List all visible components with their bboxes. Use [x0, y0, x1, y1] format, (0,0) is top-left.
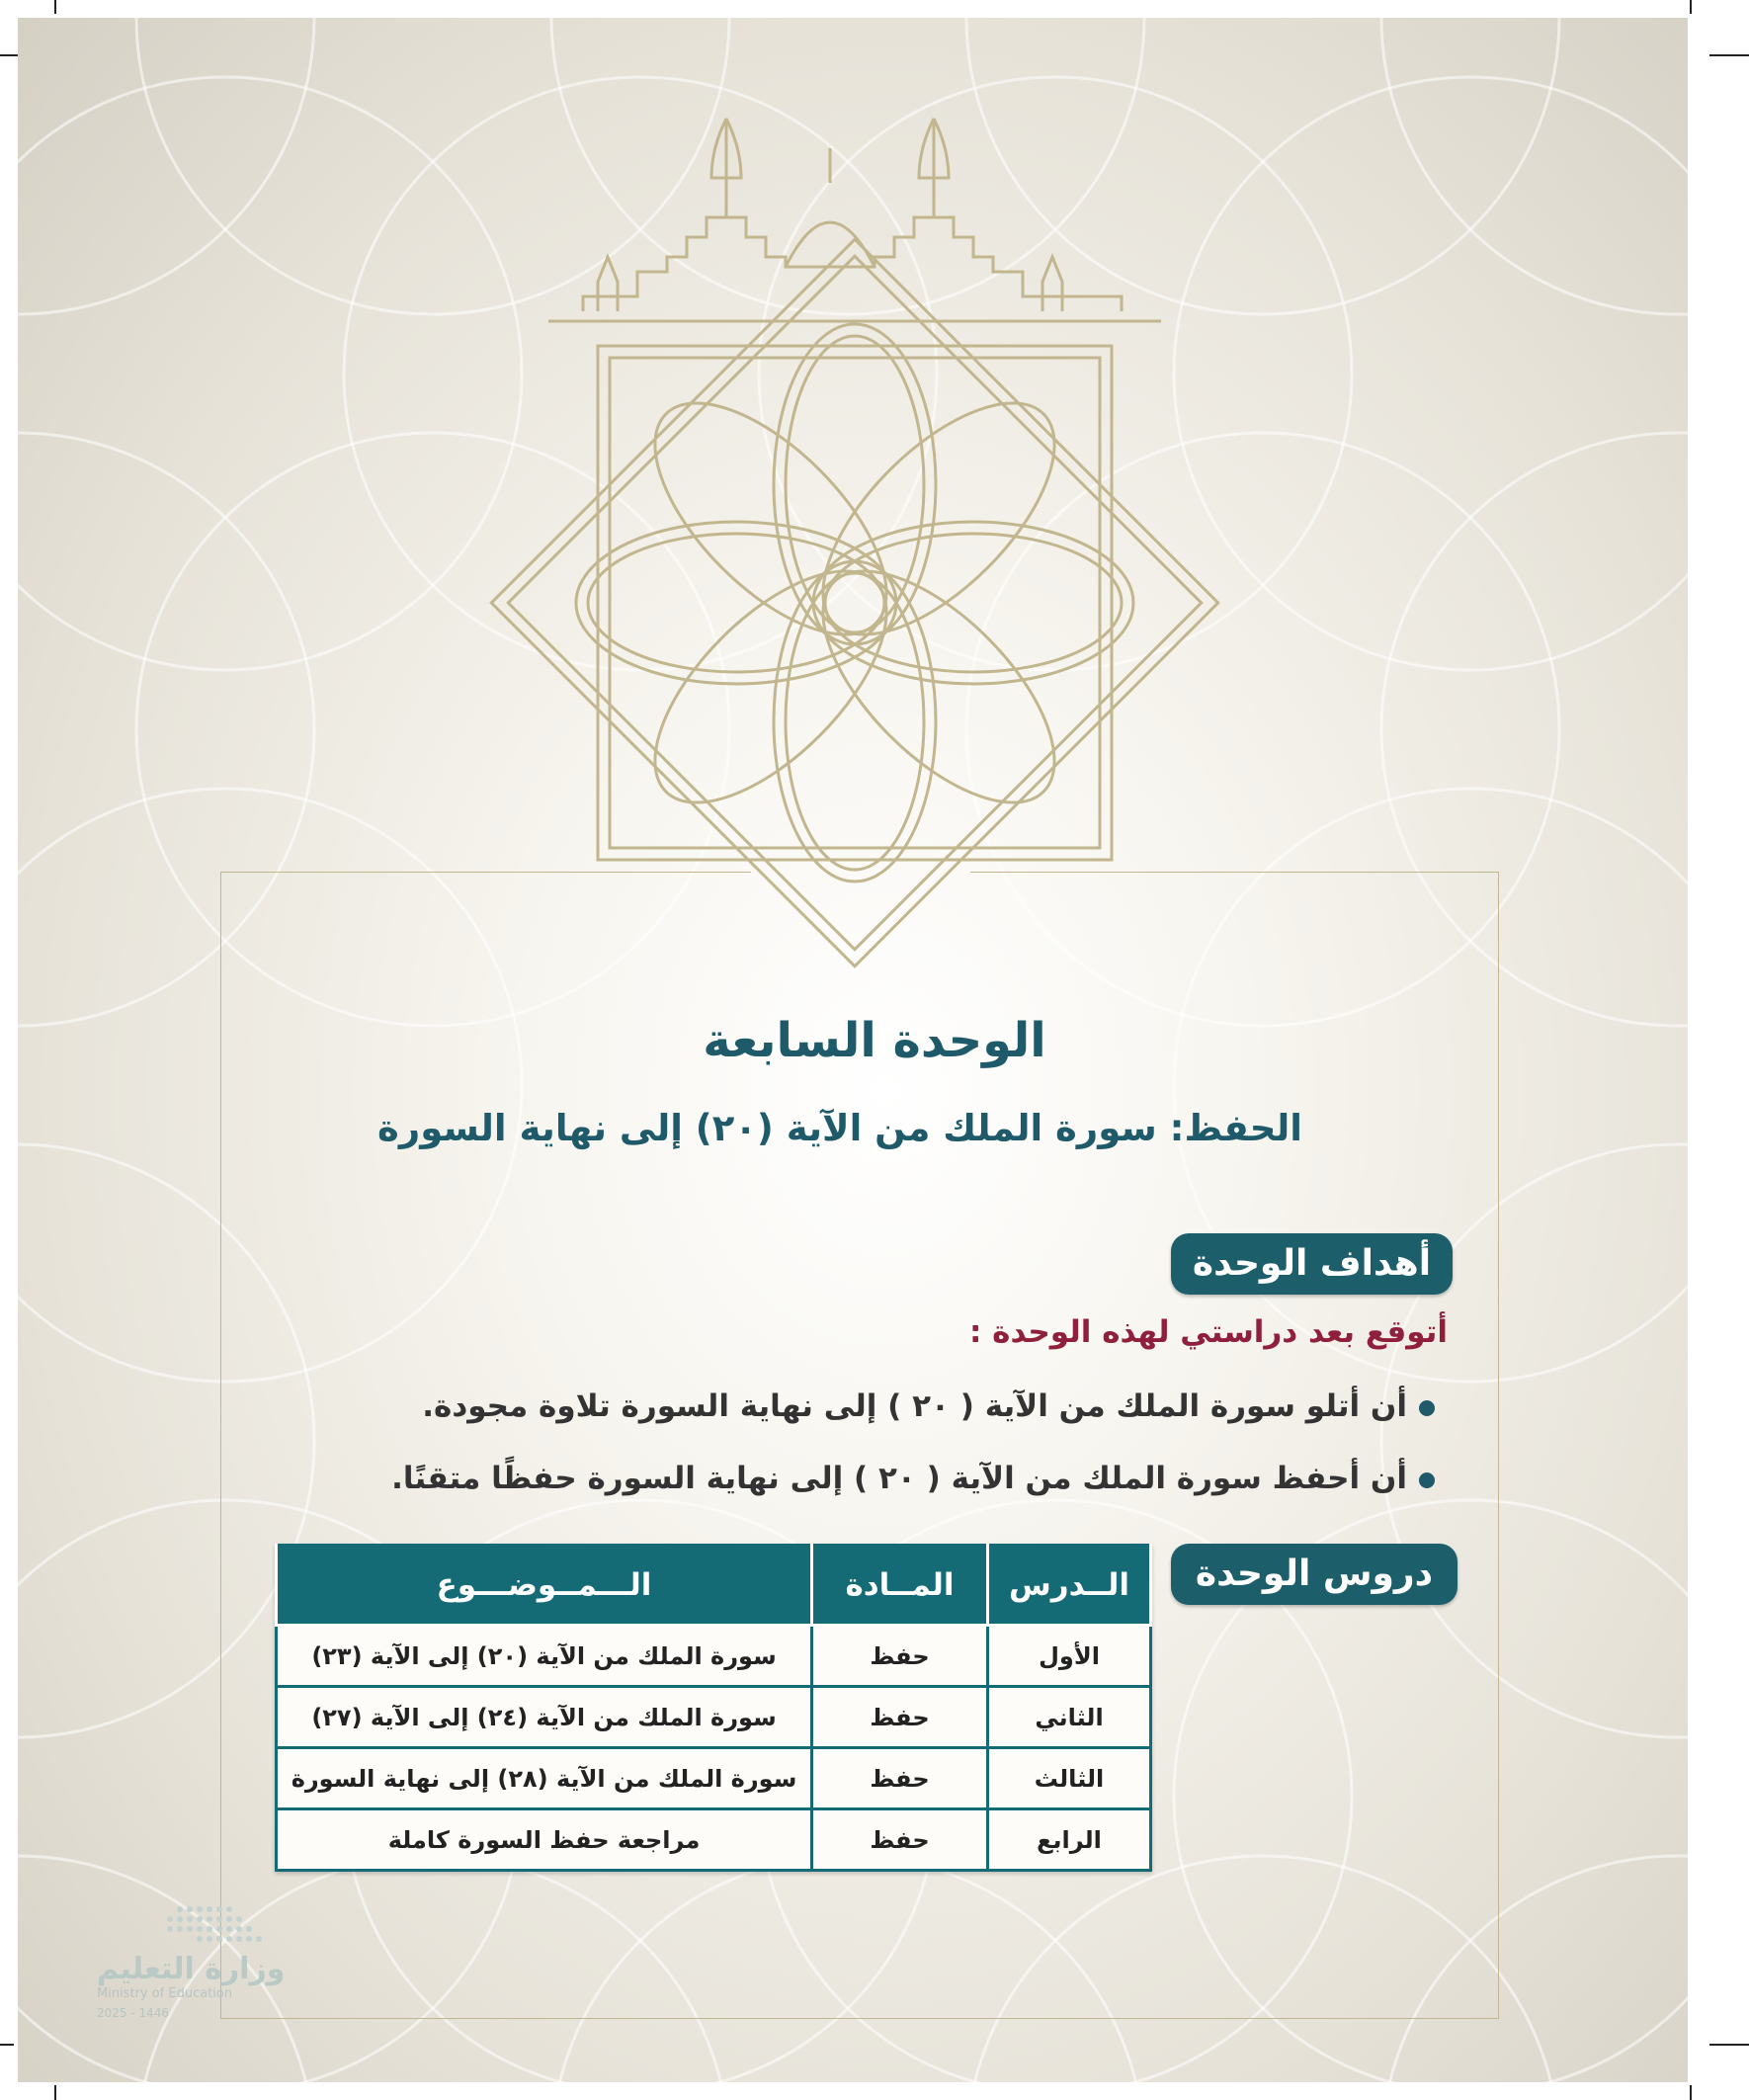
bullet-icon	[1419, 1472, 1435, 1488]
goals-intro: أتوقع بعد دراستي لهذه الوحدة :	[968, 1314, 1448, 1350]
lessons-table	[275, 1544, 1152, 1872]
ministry-logo-text-en: Ministry of Education	[97, 1986, 233, 2001]
goals-heading: أهداف الوحدة	[1171, 1233, 1453, 1295]
goal-item	[348, 1388, 1435, 1424]
column-header-lesson: الــدرس	[988, 1546, 1151, 1626]
ministry-logo-year: 2025 - 1446	[97, 2006, 170, 2020]
subject-cell: حفظ	[812, 1626, 988, 1687]
topic-cell: سورة الملك من الآية (٢٤) إلى الآية (٢٧)	[277, 1687, 812, 1748]
subject-cell: حفظ	[812, 1809, 988, 1871]
bullet-icon	[1419, 1400, 1435, 1416]
column-header-topic: الـــمــوضـــوع	[277, 1546, 812, 1626]
goal-item	[348, 1461, 1435, 1496]
unit-subtitle: الحفظ: سورة الملك من الآية (٢٠) إلى نهاية السورة	[377, 1107, 1302, 1149]
crop-mark	[1690, 0, 1692, 14]
table-row	[277, 1748, 1151, 1809]
column-header-subject: المــادة	[812, 1546, 988, 1626]
table-row	[277, 1687, 1151, 1748]
unit-title: الوحدة السابعة	[703, 1013, 1046, 1068]
lesson-cell: الثاني	[988, 1687, 1151, 1748]
lesson-cell: الثالث	[988, 1748, 1151, 1809]
topic-cell: سورة الملك من الآية (٢٠) إلى الآية (٢٣)	[277, 1626, 812, 1687]
crop-mark	[1709, 2044, 1749, 2046]
lessons-heading: دروس الوحدة	[1171, 1544, 1458, 1605]
crop-mark	[54, 2085, 56, 2100]
crop-mark	[0, 2044, 14, 2046]
mosque-star-ornament	[489, 109, 1220, 998]
crop-mark	[54, 0, 56, 14]
goal-text: أن أحفظ سورة الملك من الآية ( ٢٠ ) إلى نهاية السورة حفظًا متقنًا.	[391, 1461, 1407, 1496]
lesson-cell: الأول	[988, 1626, 1151, 1687]
table-row	[277, 1809, 1151, 1871]
goal-text: أن أتلو سورة الملك من الآية ( ٢٠ ) إلى نهاية السورة تلاوة مجودة.	[422, 1388, 1407, 1424]
topic-cell: مراجعة حفظ السورة كاملة	[277, 1809, 812, 1871]
table-row	[277, 1626, 1151, 1687]
table-header-row	[277, 1546, 1151, 1626]
subject-cell: حفظ	[812, 1748, 988, 1809]
ministry-logo-text: وزارة التعليم	[97, 1952, 286, 1986]
crop-mark	[1690, 2085, 1692, 2100]
lesson-cell: الرابع	[988, 1809, 1151, 1871]
topic-cell: سورة الملك من الآية (٢٨) إلى نهاية السورة	[277, 1748, 812, 1809]
subject-cell: حفظ	[812, 1687, 988, 1748]
crop-mark	[1709, 54, 1749, 56]
